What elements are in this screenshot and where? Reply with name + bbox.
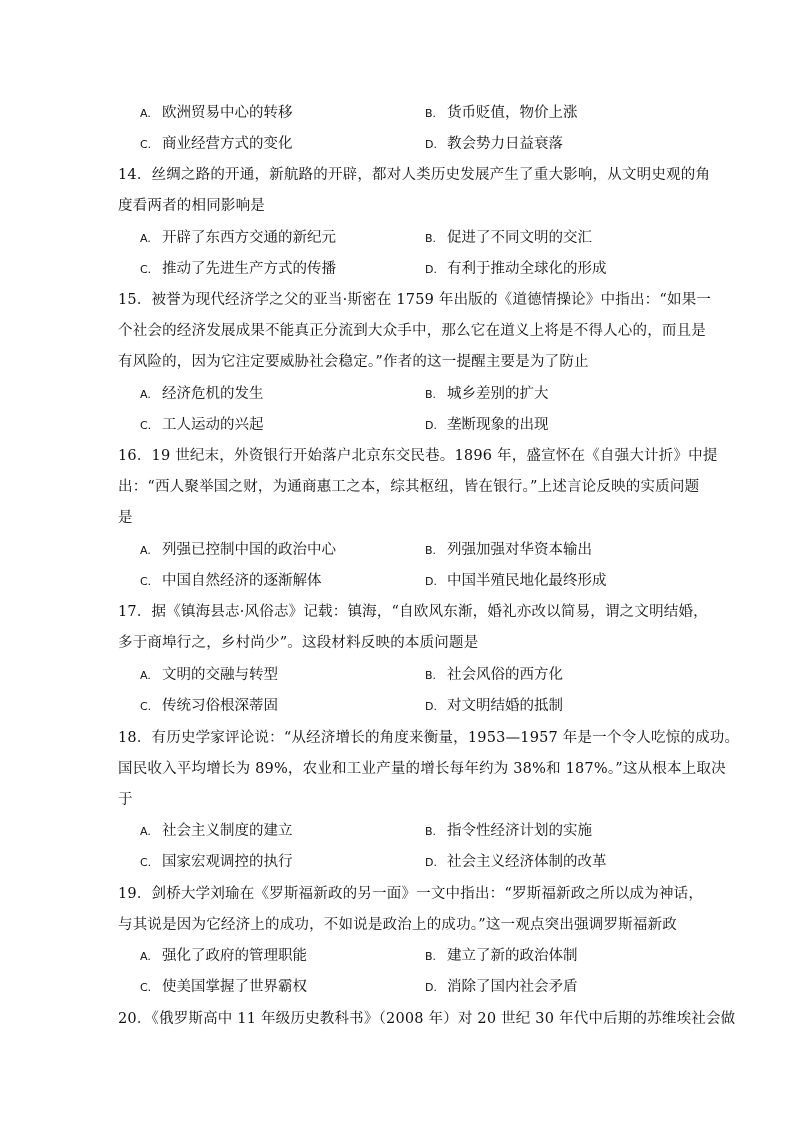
q17-option-d[interactable]: D. 对文明结婚的抵制 (425, 698, 563, 714)
q18-option-c[interactable]: C. 国家宏观调控的执行 (140, 854, 293, 870)
q16-option-a[interactable]: A. 列强已控制中国的政治中心 (140, 542, 336, 558)
q16-option-b[interactable]: B. 列强加强对华资本输出 (425, 542, 592, 558)
q19-option-c[interactable]: C. 使美国掌握了世界霸权 (140, 979, 307, 995)
q16-stem-line-1: 16．19 世纪末，外资银行开始落户北京东交民巷。1896 年，盛宣怀在《自强大计折》中提 (118, 448, 718, 464)
q19-option-a[interactable]: A. 强化了政府的管理职能 (140, 948, 307, 964)
q17-stem-line-1: 17．据《镇海县志·风俗志》记载：镇海，“自欧风东渐，婚礼亦改以简易，谓之文明结婚， (118, 604, 708, 620)
q15-option-b[interactable]: B. 城乡差别的扩大 (425, 386, 549, 402)
q17-option-a[interactable]: A. 文明的交融与转型 (140, 667, 278, 683)
q15-stem-line-3: 有风险的，因为它注定要威胁社会稳定。”作者的这一提醒主要是为了防止 (118, 354, 589, 370)
q17-option-c[interactable]: C. 传统习俗根深蒂固 (140, 698, 278, 714)
q15-stem-line-2: 个社会的经济发展成果不能真正分流到大众手中，那么它在道义上将是不得人心的，而且是 (118, 323, 706, 339)
q14-option-c[interactable]: C. 推动了先进生产方式的传播 (140, 261, 336, 277)
q19-stem-line-1: 19．剑桥大学刘瑜在《罗斯福新政的另一面》一文中指出：“罗斯福新政之所以成为神话， (118, 886, 704, 902)
q19-option-b[interactable]: B. 建立了新的政治体制 (425, 948, 578, 964)
q14-option-d[interactable]: D. 有利于推动全球化的形成 (425, 261, 607, 277)
q17-option-b[interactable]: B. 社会风俗的西方化 (425, 667, 563, 683)
q15-stem-line-1: 15．被誉为现代经济学之父的亚当·斯密在 1759 年出版的《道德情操论》中指出：“如果一 (118, 292, 712, 308)
q18-option-d[interactable]: D. 社会主义经济体制的改革 (425, 854, 607, 870)
q16-stem-line-3: 是 (118, 510, 133, 526)
q13-option-c[interactable]: C. 商业经营方式的变化 (140, 136, 293, 152)
q18-stem-line-2: 国民收入平均增长为 89%，农业和工业产量的增长每年约为 38%和 187%。”这从根本上取决 (118, 761, 726, 777)
q15-option-d[interactable]: D. 垄断现象的出现 (425, 417, 549, 433)
q14-option-b[interactable]: B. 促进了不同文明的交汇 (425, 230, 592, 246)
q18-stem-line-1: 18．有历史学家评论说：“从经济增长的角度来衡量，1953—1957 年是一个令人吃惊的成功。 (118, 730, 740, 746)
q19-stem-line-2: 与其说是因为它经济上的成功，不如说是政治上的成功。”这一观点突出强调罗斯福新政 (118, 917, 677, 933)
q14-option-a[interactable]: A. 开辟了东西方交通的新纪元 (140, 230, 336, 246)
q13-option-d[interactable]: D. 教会势力日益衰落 (425, 136, 563, 152)
q20-stem-line-1: 20．《俄罗斯高中 11 年级历史教科书》（2008 年）对 20 世纪 30 年代中后期的苏维埃社会做 (118, 1011, 736, 1027)
q13-option-a[interactable]: A. 欧洲贸易中心的转移 (140, 105, 293, 121)
q18-option-a[interactable]: A. 社会主义制度的建立 (140, 823, 293, 839)
q16-option-c[interactable]: C. 中国自然经济的逐渐解体 (140, 573, 322, 589)
q14-stem-line-1: 14．丝绸之路的开通，新航路的开辟，都对人类历史发展产生了重大影响，从文明史观的角 (118, 167, 711, 183)
q16-option-d[interactable]: D. 中国半殖民地化最终形成 (425, 573, 607, 589)
q17-stem-line-2: 多于商埠行之，乡村尚少”。这段材料反映的本质问题是 (118, 635, 479, 651)
q15-option-a[interactable]: A. 经济危机的发生 (140, 386, 264, 402)
q18-option-b[interactable]: B. 指令性经济计划的实施 (425, 823, 592, 839)
q15-option-c[interactable]: C. 工人运动的兴起 (140, 417, 264, 433)
q13-option-b[interactable]: B. 货币贬值，物价上涨 (425, 105, 578, 121)
q18-stem-line-3: 于 (118, 792, 133, 808)
q19-option-d[interactable]: D. 消除了国内社会矛盾 (425, 979, 578, 995)
q16-stem-line-2: 出：“西人聚举国之财，为通商惠工之本，综其枢纽，皆在银行。”上述言论反映的实质问题 (118, 479, 700, 495)
q14-stem-line-2: 度看两者的相同影响是 (118, 198, 265, 214)
